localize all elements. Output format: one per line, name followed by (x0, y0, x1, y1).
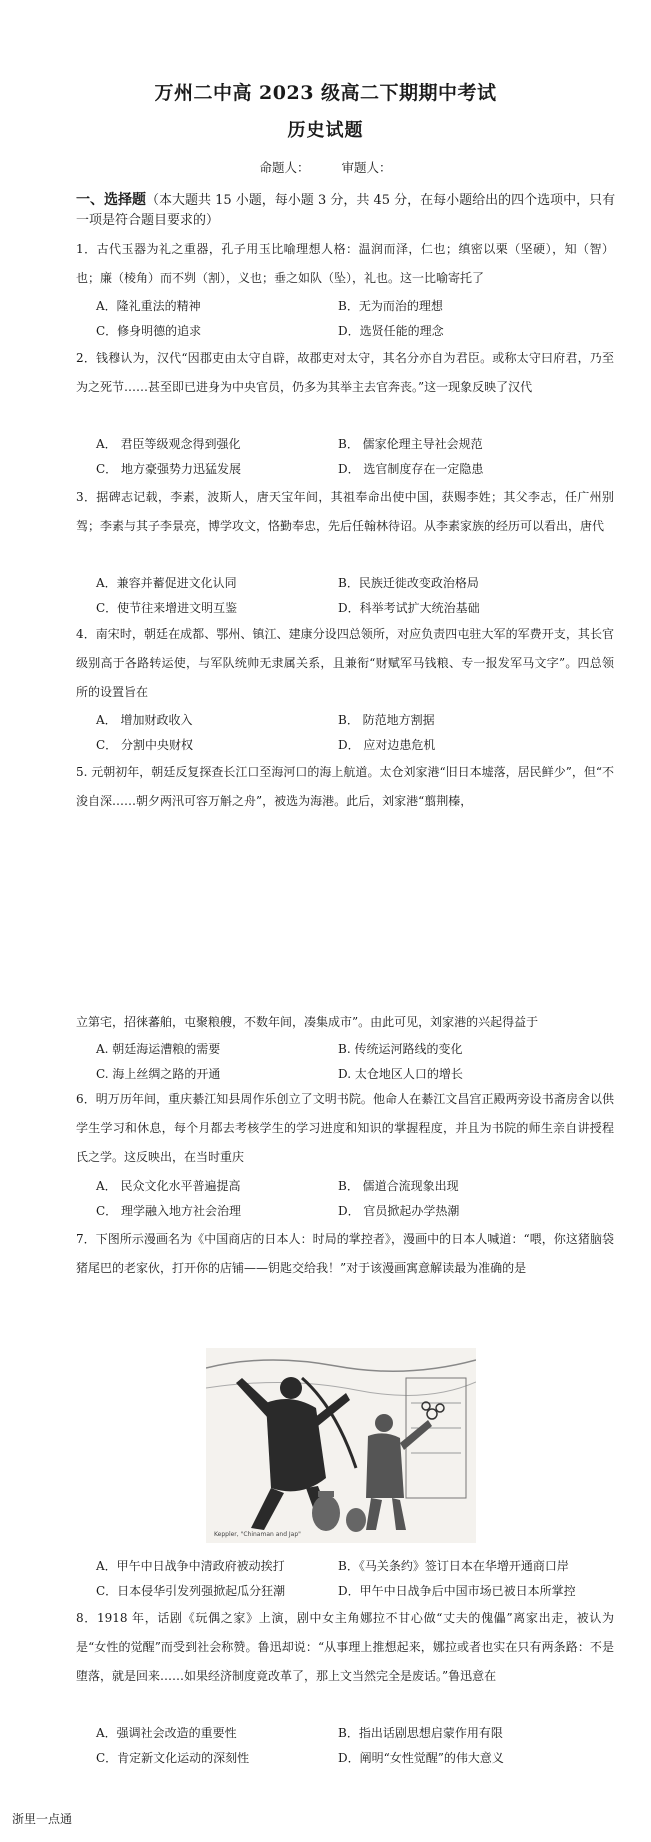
question-3-options (96, 574, 616, 624)
option-c[interactable]: C．肯定新文化运动的深刻性 (96, 1751, 250, 1765)
option-a[interactable]: A．隆礼重法的精神 (96, 299, 201, 313)
question-6-stem: 6．明万历年间，重庆綦江知县周作乐创立了文明书院。他命人在綦江文昌宫正殿两旁设书斋房舍以供学生学习和休息，每个月都去考核学生的学习进度和知识的掌握程度，并且为书院的师生亲自讲授程氏之学。这反映出，在当时重庆 (76, 1092, 614, 1164)
section-heading (76, 190, 616, 231)
option-d[interactable]: D．阐明“女性觉醒”的伟大意义 (338, 1751, 504, 1765)
exam-subtitle: 历史试题 (287, 120, 364, 141)
option-c[interactable]: C．日本侵华引发列强掀起瓜分狂潮 (96, 1584, 286, 1598)
cartoon-caption: Keppler, "Chinaman and Jap" (214, 1531, 301, 1538)
question-2-options (96, 435, 616, 485)
option-b[interactable]: B．无为而治的理想 (338, 299, 443, 313)
option-d[interactable]: D．甲午中日战争后中国市场已被日本所掌控 (338, 1584, 576, 1598)
option-b[interactable]: B． 防范地方割据 (338, 713, 435, 727)
option-b[interactable]: B．民族迁徙改变政治格局 (338, 576, 479, 590)
question-2-stem: 2．钱穆认为，汉代“因郡吏由太守自辟，故郡吏对太守，其名分亦自为君臣。或称太守曰府君，乃至为之死节……甚至即已进身为中央官员，仍多为其举主去官奔丧。”这一现象反映了汉代 (76, 351, 614, 394)
option-b[interactable]: B. 传统运河路线的变化 (338, 1042, 463, 1056)
question-4-stem: 4．南宋时，朝廷在成都、鄂州、镇江、建康分设四总领所，对应负责四屯驻大军的军费开支，其长官级别高于各路转运使，与军队统帅无隶属关系，且兼衔“财赋军马钱粮、专一报发军马文字”。四总领所的设置旨在 (76, 627, 614, 699)
question-3-stem: 3．据碑志记载，李素，波斯人，唐天宝年间，其祖奉命出使中国，获赐李姓；其父李志，任广州别驾；李素与其子李景亮，博学攻文，恪勤奉忠，先后任翰林待诏。从李素家族的经历可以看出，唐代 (76, 490, 614, 533)
option-a[interactable]: A． 君臣等级观念得到强化 (96, 437, 241, 451)
exam-title: 万州二中高 2023 级高二下期期中考试 (154, 82, 497, 104)
reviewer-label: 审题人： (341, 160, 392, 175)
question-5-stem-part-1: 5. 元朝初年，朝廷反复探查长江口至海河口的海上航道。太仓刘家港“旧日本墟落，居民鲜少”，但“不浚自深……朝夕两汛可容万斛之舟”，被选为海港。此后，刘家港“翦荆榛， (76, 765, 614, 808)
option-b[interactable]: B． 儒家伦理主导社会规范 (338, 437, 483, 451)
option-d[interactable]: D．选贤任能的理念 (338, 324, 444, 338)
question-7-stem: 7．下图所示漫画名为《中国商店的日本人：时局的掌控者》，漫画中的日本人喊道：“喂，你这猪脑袋猪尾巴的老家伙，打开你的店铺——钥匙交给我！”对于该漫画寓意解读最为准确的是 (76, 1232, 614, 1275)
option-a[interactable]: A． 民众文化水平普遍提高 (96, 1179, 241, 1193)
option-c[interactable]: C． 分割中央财权 (96, 738, 193, 752)
author-line (0, 158, 651, 176)
option-a[interactable]: A．强调社会改造的重要性 (96, 1726, 237, 1740)
option-d[interactable]: D. 太仓地区人口的增长 (338, 1067, 463, 1081)
section-note: （本大题共 15 小题，每小题 3 分，共 45 分，在每小题给出的四个选项中，只有一项是符合题目要求的） (76, 193, 616, 228)
option-a[interactable]: A．兼容并蓄促进文化认同 (96, 576, 237, 590)
option-d[interactable]: D． 应对边患危机 (338, 738, 436, 752)
question-7-options (96, 1557, 616, 1607)
option-a[interactable]: A．甲午中日战争中清政府被动挨打 (96, 1559, 285, 1573)
option-d[interactable]: D．科举考试扩大统治基础 (338, 601, 480, 615)
section-title: 一、选择题 (76, 192, 146, 208)
option-b[interactable]: B．指出话剧思想启蒙作用有限 (338, 1726, 503, 1740)
option-c[interactable]: C． 理学融入地方社会治理 (96, 1204, 241, 1218)
option-a[interactable]: A. 朝廷海运漕粮的需要 (96, 1042, 221, 1056)
author-label: 命题人： (259, 160, 310, 175)
option-c[interactable]: C．使节往来增进文明互鉴 (96, 601, 238, 615)
option-b[interactable]: B．《马关条约》签订日本在华增开通商口岸 (338, 1559, 569, 1573)
question-1-stem: 1．古代玉器为礼之重器，孔子用玉比喻理想人格：温润而泽，仁也；缜密以栗（坚硬），知（智）也；廉（棱角）而不刿（割），义也；垂之如队（坠），礼也。这一比喻寄托了 (76, 242, 614, 285)
option-a[interactable]: A． 增加财政收入 (96, 713, 193, 727)
question-8-stem: 8．1918 年，话剧《玩偶之家》上演，剧中女主角娜拉不甘心做“丈夫的傀儡”离家出走，被认为是“女性的觉醒”而受到社会称赞。鲁迅却说：“从事理上推想起来，娜拉或者也实在只有两条路：不是堕落，就是回来……如果经济制度竟改革了，那上文当然完全是废话。”鲁迅意在 (76, 1611, 614, 1683)
question-1-options (96, 297, 616, 347)
footer-watermark: 浙里一点通 (12, 1812, 73, 1826)
option-d[interactable]: D． 选官制度存在一定隐患 (338, 462, 484, 476)
cartoon-image (206, 1348, 476, 1543)
question-4-options (96, 711, 616, 761)
question-5-options (96, 1040, 616, 1090)
option-c[interactable]: C. 海上丝绸之路的开通 (96, 1067, 221, 1081)
question-6-options (96, 1177, 616, 1227)
question-5-stem-part-2: 立第宅，招徕蕃舶，屯聚粮艘，不数年间，凑集成市”。由此可见，刘家港的兴起得益于 (76, 1015, 539, 1029)
option-b[interactable]: B． 儒道合流现象出现 (338, 1179, 459, 1193)
question-8-options (96, 1724, 616, 1774)
cartoon-illustration (206, 1348, 476, 1543)
option-c[interactable]: C．修身明德的追求 (96, 324, 202, 338)
option-c[interactable]: C． 地方豪强势力迅猛发展 (96, 462, 241, 476)
option-d[interactable]: D． 官员掀起办学热潮 (338, 1204, 460, 1218)
